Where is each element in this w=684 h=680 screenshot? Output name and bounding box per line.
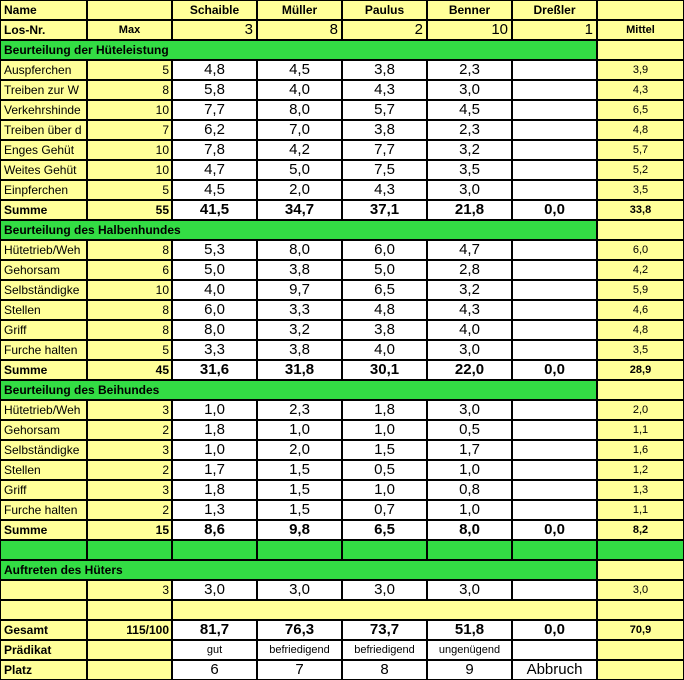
max-points: 55	[87, 200, 172, 220]
sum-label: Summe	[0, 520, 87, 540]
total-score: 0,0	[512, 620, 597, 640]
score-cell: 2,0	[257, 440, 342, 460]
score-cell: 1,5	[257, 460, 342, 480]
max-points: 5	[87, 180, 172, 200]
score-cell: 5,0	[342, 260, 427, 280]
total-score: 73,7	[342, 620, 427, 640]
max-points: 6	[87, 260, 172, 280]
mittel-cell: 4,8	[597, 120, 684, 140]
sum-label: Summe	[0, 360, 87, 380]
table-row	[0, 340, 684, 360]
table-row	[0, 160, 684, 180]
score-cell	[512, 260, 597, 280]
score-cell: 30,1	[342, 360, 427, 380]
los-label: Los-Nr.	[0, 20, 87, 40]
table-row	[0, 400, 684, 420]
los-number: 2	[342, 20, 427, 40]
score-cell: 1,0	[342, 480, 427, 500]
score-cell: 0,0	[512, 520, 597, 540]
score-cell: 4,3	[427, 300, 512, 320]
mittel-cell: 1,1	[597, 500, 684, 520]
score-cell: 7,8	[172, 140, 257, 160]
name-label: Name	[0, 0, 87, 20]
score-cell: 8,0	[257, 100, 342, 120]
max-points: 45	[87, 360, 172, 380]
mittel-cell: 5,7	[597, 140, 684, 160]
praedikat-value: ungenügend	[427, 640, 512, 660]
score-cell: 3,3	[257, 300, 342, 320]
score-cell	[512, 340, 597, 360]
sum-row	[0, 360, 684, 380]
table-row	[0, 140, 684, 160]
table-row	[0, 280, 684, 300]
criterion-label: Furche halten	[0, 340, 87, 360]
score-cell: 3,0	[427, 180, 512, 200]
score-cell: 1,0	[172, 440, 257, 460]
score-cell: 1,0	[427, 500, 512, 520]
mittel-cell: 3,0	[597, 580, 684, 600]
score-cell: 0,0	[512, 200, 597, 220]
platz-value: 9	[427, 660, 512, 680]
criterion-label: Hütetrieb/Weh	[0, 240, 87, 260]
mittel-cell: 4,2	[597, 260, 684, 280]
score-cell: 4,5	[427, 100, 512, 120]
criterion-label: Einpferchen	[0, 180, 87, 200]
score-cell: 4,8	[342, 300, 427, 320]
max-points: 8	[87, 80, 172, 100]
score-cell: 3,0	[427, 580, 512, 600]
mittel-cell: 70,9	[597, 620, 684, 640]
score-cell: 3,2	[427, 280, 512, 300]
score-cell: 3,3	[172, 340, 257, 360]
criterion-label	[0, 580, 87, 600]
score-cell: 4,0	[172, 280, 257, 300]
praedikat-label: Prädikat	[0, 640, 87, 660]
section-title: Beurteilung des Halbenhundes	[0, 220, 597, 240]
score-cell: 4,8	[172, 60, 257, 80]
max-points: 2	[87, 420, 172, 440]
max-points: 5	[87, 340, 172, 360]
score-cell: 7,0	[257, 120, 342, 140]
mittel-cell: 2,0	[597, 400, 684, 420]
max-points: 10	[87, 160, 172, 180]
total-score: 81,7	[172, 620, 257, 640]
max-points: 3	[87, 440, 172, 460]
criterion-label: Gehorsam	[0, 420, 87, 440]
score-cell: 8,6	[172, 520, 257, 540]
sum-row	[0, 520, 684, 540]
score-cell: 41,5	[172, 200, 257, 220]
score-cell: 1,5	[342, 440, 427, 460]
score-cell: 5,0	[257, 160, 342, 180]
mittel-cell: 4,8	[597, 320, 684, 340]
section-title: Auftreten des Hüters	[0, 560, 597, 580]
score-cell: 3,8	[342, 320, 427, 340]
score-cell: 5,8	[172, 80, 257, 100]
criterion-label: Enges Gehüt	[0, 140, 87, 160]
mittel-cell: 33,8	[597, 200, 684, 220]
score-cell: 8,0	[427, 520, 512, 540]
score-cell	[512, 240, 597, 260]
score-cell: 31,6	[172, 360, 257, 380]
score-cell: 4,2	[257, 140, 342, 160]
mittel-cell: 6,0	[597, 240, 684, 260]
table-row	[0, 440, 684, 460]
competitor-name: Benner	[427, 0, 512, 20]
score-cell	[512, 300, 597, 320]
mittel-cell: 3,9	[597, 60, 684, 80]
score-cell: 3,2	[427, 140, 512, 160]
score-cell	[512, 180, 597, 200]
sum-row	[0, 200, 684, 220]
platz-value: 8	[342, 660, 427, 680]
criterion-label: Selbständigke	[0, 440, 87, 460]
score-cell	[512, 120, 597, 140]
score-cell: 21,8	[427, 200, 512, 220]
mittel-cell: 5,9	[597, 280, 684, 300]
los-number: 1	[512, 20, 597, 40]
sum-label: Summe	[0, 200, 87, 220]
praedikat-value	[512, 640, 597, 660]
platz-value: 7	[257, 660, 342, 680]
score-cell: 3,2	[257, 320, 342, 340]
score-cell	[512, 400, 597, 420]
praedikat-value: gut	[172, 640, 257, 660]
score-cell	[512, 460, 597, 480]
score-cell: 1,5	[257, 500, 342, 520]
max-points: 8	[87, 240, 172, 260]
score-cell: 3,0	[427, 400, 512, 420]
criterion-label: Gehorsam	[0, 260, 87, 280]
max-label: Max	[87, 20, 172, 40]
table-row	[0, 320, 684, 340]
score-cell	[512, 580, 597, 600]
score-cell: 5,3	[172, 240, 257, 260]
table-row	[0, 460, 684, 480]
score-cell: 1,7	[172, 460, 257, 480]
mittel-cell: 1,3	[597, 480, 684, 500]
table-row	[0, 500, 684, 520]
score-cell: 0,0	[512, 360, 597, 380]
score-cell: 2,0	[257, 180, 342, 200]
score-cell	[512, 100, 597, 120]
score-cell: 2,3	[427, 120, 512, 140]
mittel-cell: 28,9	[597, 360, 684, 380]
score-cell: 4,7	[427, 240, 512, 260]
criterion-label: Furche halten	[0, 500, 87, 520]
table-row	[0, 180, 684, 200]
score-cell: 22,0	[427, 360, 512, 380]
mittel-cell: 1,6	[597, 440, 684, 460]
score-cell: 1,8	[172, 420, 257, 440]
score-cell: 2,3	[257, 400, 342, 420]
competitor-name: Schaible	[172, 0, 257, 20]
score-cell: 7,7	[172, 100, 257, 120]
platz-value: Abbruch	[512, 660, 597, 680]
criterion-label: Griff	[0, 480, 87, 500]
mittel-cell: 6,5	[597, 100, 684, 120]
los-number: 3	[172, 20, 257, 40]
score-cell: 8,0	[172, 320, 257, 340]
max-points: 3	[87, 580, 172, 600]
section-title: Beurteilung der Hüteleistung	[0, 40, 597, 60]
mittel-cell: 3,5	[597, 340, 684, 360]
table-row	[0, 240, 684, 260]
score-cell: 1,7	[427, 440, 512, 460]
score-cell: 7,7	[342, 140, 427, 160]
score-cell: 1,5	[257, 480, 342, 500]
platz-row	[0, 660, 684, 680]
score-cell: 3,8	[342, 60, 427, 80]
score-cell: 4,5	[172, 180, 257, 200]
score-cell	[512, 280, 597, 300]
max-points: 8	[87, 300, 172, 320]
score-cell: 1,0	[342, 420, 427, 440]
table-row	[0, 80, 684, 100]
score-cell: 6,2	[172, 120, 257, 140]
score-cell: 5,7	[342, 100, 427, 120]
criterion-label: Weites Gehüt	[0, 160, 87, 180]
score-cell: 3,8	[342, 120, 427, 140]
score-cell: 7,5	[342, 160, 427, 180]
max-points: 7	[87, 120, 172, 140]
table-row	[0, 60, 684, 80]
score-cell: 9,7	[257, 280, 342, 300]
score-cell: 1,3	[172, 500, 257, 520]
score-cell	[512, 440, 597, 460]
competitor-name: Müller	[257, 0, 342, 20]
table-row	[0, 100, 684, 120]
score-cell	[512, 60, 597, 80]
score-cell: 4,7	[172, 160, 257, 180]
max-points: 10	[87, 280, 172, 300]
table-row	[0, 120, 684, 140]
total-score: 76,3	[257, 620, 342, 640]
table-row	[0, 480, 684, 500]
max-points: 15	[87, 520, 172, 540]
los-number: 10	[427, 20, 512, 40]
mittel-cell: 1,2	[597, 460, 684, 480]
score-cell: 6,0	[342, 240, 427, 260]
score-cell: 1,0	[257, 420, 342, 440]
criterion-label: Selbständigke	[0, 280, 87, 300]
criterion-label: Treiben zur W	[0, 80, 87, 100]
score-cell: 1,8	[172, 480, 257, 500]
table-row	[0, 580, 684, 600]
criterion-label: Treiben über d	[0, 120, 87, 140]
score-cell: 4,0	[427, 320, 512, 340]
score-cell: 9,8	[257, 520, 342, 540]
mittel-cell: 1,1	[597, 420, 684, 440]
criterion-label: Stellen	[0, 460, 87, 480]
score-cell	[512, 80, 597, 100]
score-cell: 3,8	[257, 340, 342, 360]
criterion-label: Auspferchen	[0, 60, 87, 80]
mittel-cell: 4,3	[597, 80, 684, 100]
praedikat-row	[0, 640, 684, 660]
score-cell: 0,7	[342, 500, 427, 520]
score-cell: 0,8	[427, 480, 512, 500]
score-cell: 6,5	[342, 280, 427, 300]
score-cell: 3,0	[172, 580, 257, 600]
score-cell: 5,0	[172, 260, 257, 280]
score-cell	[512, 500, 597, 520]
praedikat-value: befriedigend	[257, 640, 342, 660]
score-cell: 4,3	[342, 80, 427, 100]
total-row	[0, 620, 684, 640]
criterion-label: Hütetrieb/Weh	[0, 400, 87, 420]
score-cell: 3,5	[427, 160, 512, 180]
criterion-label: Griff	[0, 320, 87, 340]
praedikat-value: befriedigend	[342, 640, 427, 660]
los-number: 8	[257, 20, 342, 40]
score-cell: 3,0	[342, 580, 427, 600]
score-cell: 6,0	[172, 300, 257, 320]
score-cell: 34,7	[257, 200, 342, 220]
mittel-cell: 4,6	[597, 300, 684, 320]
score-cell: 0,5	[427, 420, 512, 440]
score-cell: 1,8	[342, 400, 427, 420]
max-points: 10	[87, 100, 172, 120]
max-points: 5	[87, 60, 172, 80]
score-cell: 0,5	[342, 460, 427, 480]
competitor-name: Dreßler	[512, 0, 597, 20]
max-points: 3	[87, 400, 172, 420]
section-title: Beurteilung des Beihundes	[0, 380, 597, 400]
score-cell: 4,5	[257, 60, 342, 80]
mittel-cell: 5,2	[597, 160, 684, 180]
score-cell: 4,0	[257, 80, 342, 100]
total-label: Gesamt	[0, 620, 87, 640]
competitor-name: Paulus	[342, 0, 427, 20]
score-cell: 31,8	[257, 360, 342, 380]
table-row	[0, 260, 684, 280]
score-cell: 2,8	[427, 260, 512, 280]
max-points: 2	[87, 500, 172, 520]
mittel-cell: 8,2	[597, 520, 684, 540]
max-points: 2	[87, 460, 172, 480]
score-cell	[512, 320, 597, 340]
score-cell: 6,5	[342, 520, 427, 540]
max-points: 10	[87, 140, 172, 160]
max-points: 115/100	[87, 620, 172, 640]
total-score: 51,8	[427, 620, 512, 640]
score-cell: 2,3	[427, 60, 512, 80]
score-cell: 1,0	[172, 400, 257, 420]
score-cell: 8,0	[257, 240, 342, 260]
score-cell	[512, 480, 597, 500]
platz-value: 6	[172, 660, 257, 680]
criterion-label: Stellen	[0, 300, 87, 320]
max-points: 3	[87, 480, 172, 500]
score-cell: 1,0	[427, 460, 512, 480]
mittel-label: Mittel	[597, 20, 684, 40]
score-cell: 4,0	[342, 340, 427, 360]
score-cell: 3,0	[257, 580, 342, 600]
score-cell: 3,8	[257, 260, 342, 280]
score-cell: 37,1	[342, 200, 427, 220]
score-cell: 3,0	[427, 340, 512, 360]
score-cell	[512, 140, 597, 160]
score-cell: 3,0	[427, 80, 512, 100]
score-cell: 4,3	[342, 180, 427, 200]
criterion-label: Verkehrshinde	[0, 100, 87, 120]
max-points: 8	[87, 320, 172, 340]
score-cell	[512, 420, 597, 440]
mittel-cell: 3,5	[597, 180, 684, 200]
score-cell	[512, 160, 597, 180]
platz-label: Platz	[0, 660, 87, 680]
table-row	[0, 420, 684, 440]
table-row	[0, 300, 684, 320]
